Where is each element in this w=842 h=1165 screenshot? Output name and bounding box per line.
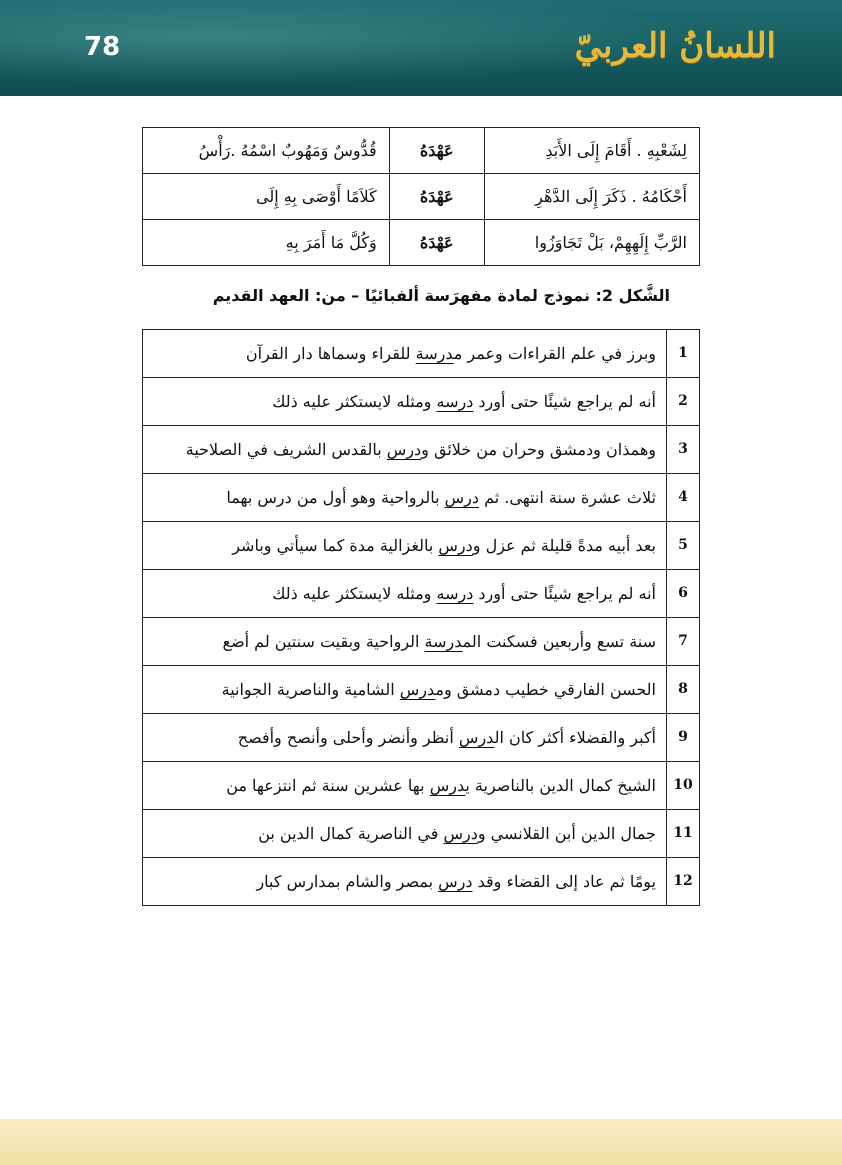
context-after-text: بها عشرين سنة ثم انتزعها من bbox=[226, 776, 430, 795]
table-row bbox=[143, 330, 700, 378]
table-row bbox=[143, 220, 700, 266]
context-before-text: ثلاث عشرة سنة انتهى. ثم bbox=[479, 488, 656, 507]
keyword-highlight: درسة bbox=[415, 344, 454, 363]
keyword-cell: عَهْدَهُ bbox=[389, 220, 484, 266]
table-row bbox=[143, 762, 700, 810]
context-before-text: الحسن الفارقي خطيب دمشق وم bbox=[435, 680, 656, 699]
row-number-cell: 4 bbox=[667, 474, 700, 522]
table-row bbox=[143, 128, 700, 174]
table-row bbox=[143, 378, 700, 426]
context-text-cell bbox=[143, 570, 667, 618]
keyword-highlight: درس bbox=[438, 536, 473, 555]
context-before-text: وبرز في علم القراءات وعمر م bbox=[453, 344, 656, 363]
keyword-cell: عَهْدَهُ bbox=[389, 128, 484, 174]
table-row bbox=[143, 174, 700, 220]
row-number-cell: 2 bbox=[667, 378, 700, 426]
row-number-cell: 8 bbox=[667, 666, 700, 714]
context-before-text: الشيخ كمال الدين بالناصرية ي bbox=[465, 776, 656, 795]
context-after-text: الشامية والناصرية الجوانية bbox=[221, 680, 400, 699]
page-header bbox=[0, 0, 842, 96]
context-text-cell bbox=[143, 762, 667, 810]
context-after-text: بالغزالية مدة كما سيأتي وباشر bbox=[232, 536, 439, 555]
context-after-text: ومثله لايستكثر عليه ذلك bbox=[272, 392, 437, 411]
context-text-cell bbox=[143, 666, 667, 714]
context-text-cell bbox=[143, 858, 667, 906]
context-after-text: بالرواحية وهو أول من درس بهما bbox=[226, 488, 445, 507]
context-before-text: بعد أبيه مدةً قليلة ثم عزل و bbox=[472, 536, 656, 555]
context-text-cell bbox=[143, 522, 667, 570]
table-row bbox=[143, 426, 700, 474]
context-before-text: أنه لم يراجع شيئًا حتى أورد bbox=[473, 584, 656, 603]
keyword-highlight: درس bbox=[429, 776, 466, 795]
context-text-cell bbox=[143, 426, 667, 474]
context-after-text: بمصر والشام بمدارس كبار bbox=[256, 872, 439, 891]
row-number-cell: 9 bbox=[667, 714, 700, 762]
keyword-highlight: درس bbox=[458, 728, 495, 747]
context-text-cell bbox=[143, 714, 667, 762]
context-before-text: سنة تسع وأربعين فسكنت الم bbox=[462, 632, 656, 651]
table-row bbox=[143, 570, 700, 618]
context-after-cell: كَلاَمًا أَوْصَى بِهِ إِلَى bbox=[143, 174, 390, 220]
page-number: 78 bbox=[84, 32, 121, 62]
row-number-cell: 12 bbox=[667, 858, 700, 906]
context-before-cell: لِشَعْبِهِ . أَقَامَ إِلَى الأَبَدِ bbox=[484, 128, 699, 174]
row-number-cell: 11 bbox=[667, 810, 700, 858]
row-number-cell: 6 bbox=[667, 570, 700, 618]
row-number-cell: 10 bbox=[667, 762, 700, 810]
keyword-highlight: درسه bbox=[436, 392, 474, 411]
context-before-text: أكبر والفضلاء أكثر كان ال bbox=[494, 728, 656, 747]
keyword-highlight: درس bbox=[443, 824, 478, 843]
context-before-cell: الرَّبِّ إِلَهِهِمْ، بَلْ تَجَاوَزُوا bbox=[484, 220, 699, 266]
row-number-cell: 3 bbox=[667, 426, 700, 474]
context-before-text: وهمذان ودمشق وحران من خلائق و bbox=[421, 440, 656, 459]
context-after-cell: قُدُّوسٌ وَمَهُوبٌ اسْمُهُ .رَأْسُ bbox=[143, 128, 390, 174]
context-text-cell bbox=[143, 378, 667, 426]
page-footer-band bbox=[0, 1119, 842, 1165]
row-number-cell: 1 bbox=[667, 330, 700, 378]
keyword-highlight: درس bbox=[444, 488, 480, 507]
journal-logo: اللسانُ العربيّ bbox=[574, 26, 776, 66]
context-text-cell bbox=[143, 330, 667, 378]
table-row bbox=[143, 858, 700, 906]
keyword-highlight: درسه bbox=[436, 584, 474, 603]
keyword-highlight: درس bbox=[399, 680, 436, 699]
context-before-text: أنه لم يراجع شيئًا حتى أورد bbox=[473, 392, 656, 411]
context-before-cell: أَحْكَامُهُ . ذَكَرَ إِلَى الدَّهْرِ bbox=[484, 174, 699, 220]
context-after-text: للقراء وسماها دار القرآن bbox=[245, 344, 416, 363]
context-after-text: بالقدس الشريف في الصلاحية bbox=[185, 440, 387, 459]
old-testament-concordance-table bbox=[142, 127, 700, 266]
context-after-cell: وَكُلَّ مَا أَمَرَ بِهِ bbox=[143, 220, 390, 266]
table-row bbox=[143, 618, 700, 666]
table-row bbox=[143, 474, 700, 522]
keyword-highlight: درسة bbox=[424, 632, 463, 651]
row-number-cell: 5 bbox=[667, 522, 700, 570]
context-after-text: الرواحية وبقيت سنتين لم أضع bbox=[222, 632, 425, 651]
context-before-text: جمال الدين أبن القلانسي و bbox=[477, 824, 656, 843]
keyword-highlight: درس bbox=[438, 872, 473, 891]
keyword-in-context-table bbox=[142, 329, 700, 906]
context-after-text: ومثله لايستكثر عليه ذلك bbox=[272, 584, 437, 603]
table-row bbox=[143, 666, 700, 714]
keyword-cell: عَهْدَهُ bbox=[389, 174, 484, 220]
context-text-cell bbox=[143, 810, 667, 858]
context-text-cell bbox=[143, 474, 667, 522]
table-row bbox=[143, 714, 700, 762]
figure-caption: الشَّكل 2: نموذج لمادة مفهرَسة ألفبائيًا – من: العهد القديم bbox=[212, 286, 670, 305]
context-after-text: في الناصرية كمال الدين بن bbox=[258, 824, 444, 843]
context-before-text: يومًا ثم عاد إلى القضاء وقد bbox=[472, 872, 656, 891]
keyword-highlight: درس bbox=[386, 440, 422, 459]
context-after-text: أنظر وأنضر وأحلى وأنصح وأفصح bbox=[237, 728, 459, 747]
table-row bbox=[143, 810, 700, 858]
context-text-cell bbox=[143, 618, 667, 666]
row-number-cell: 7 bbox=[667, 618, 700, 666]
table-row bbox=[143, 522, 700, 570]
